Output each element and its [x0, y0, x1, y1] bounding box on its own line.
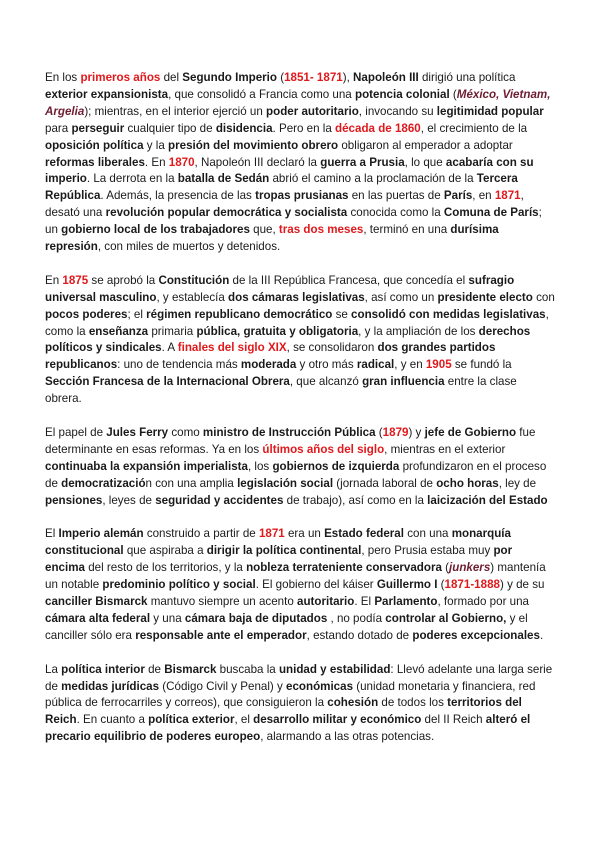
- emphasis-text: democratizació: [61, 476, 146, 490]
- emphasis-text: ocho horas: [436, 476, 499, 490]
- body-text: : Llevó adelante una larga serie de: [45, 662, 553, 693]
- paragraph-segundo-imperio: [45, 70, 555, 256]
- emphasis-text: poder autoritario: [266, 104, 359, 118]
- body-text: . En: [144, 155, 169, 169]
- emphasis-text: política interior: [61, 662, 145, 676]
- body-text: . A: [161, 341, 178, 355]
- emphasis-text: radical: [356, 358, 395, 372]
- emphasis-text: finales del siglo XIX: [177, 341, 287, 355]
- body-text: , desató una: [45, 189, 524, 220]
- emphasis-text: primeros años: [80, 71, 161, 84]
- body-text: (: [375, 426, 383, 439]
- body-text: como: [168, 426, 203, 439]
- emphasis-text: oposición política: [45, 138, 144, 152]
- emphasis-text: disidencia: [215, 121, 273, 135]
- body-text: ; el: [127, 307, 147, 321]
- emphasis-text: controlar al Gobierno,: [385, 611, 507, 625]
- body-text: de: [144, 662, 165, 676]
- emphasis-text: Constitución: [158, 273, 230, 287]
- emphasis-text: pocos poderes: [45, 307, 128, 321]
- emphasis-text: gran influencia: [362, 375, 445, 389]
- emphasis-text: Tercera República: [45, 172, 518, 203]
- body-text: , el: [234, 713, 254, 727]
- body-text: , pero Prusia estaba muy: [361, 544, 494, 558]
- body-text: ; un: [45, 206, 542, 237]
- emphasis-text: cámara baja de diputados: [184, 611, 328, 625]
- body-text: , y establecía: [156, 290, 229, 304]
- emphasis-text: legislación social: [237, 476, 334, 490]
- body-text: . El: [354, 595, 375, 609]
- emphasis-text: revolución popular democrática y socialista: [105, 206, 348, 220]
- body-text: mantuvo siempre un acento: [147, 595, 297, 609]
- body-text: era un: [284, 527, 325, 541]
- emphasis-text: monarquía constitucional: [45, 527, 511, 558]
- body-text: , alarmando a las otras potencias.: [260, 730, 435, 744]
- body-text: con: [532, 290, 555, 304]
- body-text: entre la clase obrera.: [45, 375, 517, 406]
- body-text: ) mantenía un notable: [45, 561, 546, 592]
- emphasis-text: tropas prusianas: [255, 189, 349, 203]
- emphasis-text: moderada: [240, 358, 297, 372]
- body-text: del: [160, 71, 183, 84]
- body-text: , en: [472, 189, 495, 203]
- emphasis-text: Bismarck: [164, 662, 217, 676]
- body-text: , que consolidó a Francia como una: [168, 87, 355, 101]
- paragraph-jules-ferry: [45, 425, 555, 510]
- emphasis-text: acabaría con su imperio: [45, 155, 534, 186]
- emphasis-text: dos grandes partidos republicanos: [45, 341, 496, 372]
- emphasis-text: desarrollo militar y económico: [253, 713, 422, 727]
- emphasis-text: Parlamento: [374, 595, 438, 609]
- body-text: ) y de su: [499, 578, 545, 592]
- body-text: y una: [150, 611, 185, 625]
- emphasis-text: económicas: [286, 679, 354, 693]
- body-text: , formado por una: [437, 595, 530, 609]
- body-text: , como la: [45, 307, 549, 338]
- emphasis-text: Napoleón III: [353, 71, 419, 84]
- body-text: . La derrota en la: [86, 172, 178, 186]
- emphasis-text: 1871: [258, 527, 285, 541]
- emphasis-text: seguridad y accidentes: [155, 493, 284, 507]
- body-text: (: [441, 561, 450, 575]
- emphasis-text: gobiernos de izquierda: [272, 459, 400, 473]
- body-text: , y en: [394, 358, 426, 372]
- emphasis-text: 1851- 1871: [284, 71, 343, 84]
- emphasis-text: legitimidad popular: [436, 104, 544, 118]
- body-text: cualquier tipo de: [124, 121, 216, 135]
- emphasis-text: reformas liberales: [45, 155, 145, 169]
- body-text: abrió el camino a la proclamación de la: [269, 172, 477, 186]
- emphasis-text: durísima represión: [45, 223, 499, 254]
- emphasis-text: régimen republicano democrático: [146, 307, 333, 321]
- body-text: , mientras en el exterior: [384, 442, 506, 456]
- body-text: ),: [342, 71, 354, 84]
- body-text: dirigió una política: [418, 71, 516, 84]
- emphasis-text: presidente electo: [437, 290, 533, 304]
- emphasis-text: responsable ante el emperador: [135, 628, 307, 642]
- body-text: y la: [143, 138, 169, 152]
- body-text: profundizaron en el proceso de: [45, 459, 547, 490]
- body-text: , y la ampliación de los: [358, 324, 479, 338]
- body-text: , así como un: [364, 290, 438, 304]
- emphasis-text: dirigir la política continental: [206, 544, 362, 558]
- body-text: , el crecimiento de la: [420, 121, 528, 135]
- emphasis-text: gobierno local de los trabajadores: [61, 223, 250, 237]
- emphasis-text: territorios del Reich: [45, 696, 522, 727]
- emphasis-text: predominio político y social: [102, 578, 256, 592]
- emphasis-text: cohesión: [327, 696, 379, 710]
- emphasis-text: París: [443, 189, 473, 203]
- body-text: de la III República Francesa, que concedía el: [229, 273, 469, 287]
- body-text: La: [45, 662, 62, 676]
- emphasis-text: pensiones: [45, 493, 103, 507]
- body-text: de todos los: [378, 696, 448, 710]
- emphasis-text: 1879: [382, 426, 409, 439]
- emphasis-text: laicización del Estado: [427, 493, 548, 507]
- body-text: construido a partir de: [143, 527, 259, 541]
- body-text: fue determinante en esas reformas. Ya en los: [45, 426, 536, 456]
- body-text: de trabajo), así como en la: [283, 493, 428, 507]
- emphasis-text: década de 1860: [335, 121, 421, 135]
- body-text: . En cuanto a: [76, 713, 149, 727]
- emphasis-text: exterior expansionista: [45, 87, 169, 101]
- body-text: del II Reich: [421, 713, 486, 727]
- body-text: y otro más: [296, 358, 357, 372]
- emphasis-text: presión del movimiento obrero: [168, 138, 339, 152]
- body-text: , terminó en una: [363, 223, 451, 237]
- body-text: conocida como la: [347, 206, 444, 220]
- body-text: . Además, la presencia de las: [100, 189, 256, 203]
- body-text: , que alcanzó: [289, 375, 363, 389]
- emphasis-text: autoritario: [297, 595, 355, 609]
- body-text: , se consolidaron: [286, 341, 378, 355]
- body-text: , lo que: [404, 155, 446, 169]
- emphasis-text: pública, gratuita y obligatoria: [196, 324, 359, 338]
- body-text: del resto de los territorios, y la: [84, 561, 247, 575]
- emphasis-text: ministro de Instrucción Pública: [202, 426, 376, 439]
- body-text: con una: [403, 527, 452, 541]
- emphasis-text: jefe de Gobierno: [424, 426, 517, 439]
- body-text: se fundó la: [451, 358, 512, 372]
- body-text: (: [449, 87, 457, 101]
- body-text: buscaba la: [216, 662, 279, 676]
- emphasis-text: canciller Bismarck: [45, 595, 148, 609]
- body-text: obligaron al emperador a adoptar: [338, 138, 513, 152]
- emphasis-text: medidas jurídicas: [61, 679, 160, 693]
- body-text: ) y: [408, 426, 425, 439]
- body-text: en las puertas de: [348, 189, 444, 203]
- body-text: El papel de: [45, 426, 107, 439]
- body-text: , con miles de muertos y detenidos.: [97, 240, 281, 254]
- body-text: El: [45, 527, 59, 541]
- body-text: En: [45, 273, 63, 287]
- body-text: (: [437, 578, 445, 592]
- emphasis-text: potencia colonial: [354, 87, 450, 101]
- body-text: , invocando su: [358, 104, 437, 118]
- document-body: [45, 70, 555, 763]
- body-text: , estando dotado de: [306, 628, 413, 642]
- emphasis-text: 1871-1888: [444, 578, 500, 592]
- emphasis-text: Estado federal: [324, 527, 404, 541]
- emphasis-text: guerra a Prusia: [320, 155, 405, 169]
- emphasis-text: Imperio alemán: [58, 527, 144, 541]
- emphasis-text: derechos políticos y sindicales: [45, 324, 531, 355]
- emphasis-text: 1875: [62, 273, 89, 287]
- emphasis-text: México, Vietnam, Argelia: [45, 87, 551, 118]
- emphasis-text: 1871: [494, 189, 521, 203]
- emphasis-text: alteró el precario equilibrio de poderes europeo: [45, 713, 531, 744]
- body-text: En los: [45, 71, 81, 84]
- emphasis-text: batalla de Sedán: [177, 172, 270, 186]
- emphasis-text: 1905: [425, 358, 452, 372]
- emphasis-text: por encima: [45, 544, 513, 575]
- emphasis-text: Segundo Imperio: [182, 71, 277, 84]
- emphasis-text: 1870: [168, 155, 195, 169]
- body-text: .: [539, 628, 544, 642]
- body-text: ); mientras, en el interior ejerció un: [84, 104, 267, 118]
- emphasis-text: Comuna de París: [443, 206, 539, 220]
- emphasis-text: poderes excepcionales: [412, 628, 540, 642]
- emphasis-text: continuaba la expansión imperialista: [45, 459, 248, 473]
- emphasis-text: junkers: [449, 561, 491, 575]
- emphasis-text: consolidó con medidas legislativas: [351, 307, 546, 321]
- emphasis-text: dos cámaras legislativas: [228, 290, 365, 304]
- body-text: (jornada laboral de: [333, 476, 437, 490]
- emphasis-text: política exterior: [148, 713, 235, 727]
- body-text: , Napoleón III declaró la: [194, 155, 321, 169]
- body-text: se: [332, 307, 352, 321]
- emphasis-text: Sección Francesa de la Internacional Obrera: [45, 375, 290, 389]
- body-text: (: [276, 71, 285, 84]
- emphasis-text: nobleza terrateniente conservadora: [246, 561, 442, 575]
- emphasis-text: Jules Ferry: [106, 426, 169, 439]
- emphasis-text: cámara alta federal: [45, 611, 151, 625]
- paragraph-constitucion-1875: [45, 273, 555, 408]
- body-text: . El gobierno del káiser: [255, 578, 377, 592]
- body-text: para: [45, 121, 72, 135]
- body-text: que,: [249, 223, 279, 237]
- body-text: . Pero en la: [272, 121, 336, 135]
- body-text: n con una amplia: [145, 476, 238, 490]
- body-text: , leyes de: [102, 493, 156, 507]
- body-text: : uno de tendencia más: [117, 358, 241, 372]
- paragraph-imperio-aleman: [45, 526, 555, 644]
- emphasis-text: enseñanza: [88, 324, 149, 338]
- body-text: , no podía: [327, 611, 386, 625]
- body-text: , los: [247, 459, 273, 473]
- body-text: se aprobó la: [88, 273, 159, 287]
- body-text: (unidad monetaria y financiera, red pública de ferrocarriles y correos), que consiguieron la: [45, 679, 536, 710]
- emphasis-text: sufragio universal masculino: [45, 273, 515, 304]
- body-text: (Código Civil y Penal) y: [159, 679, 287, 693]
- body-text: primaria: [148, 324, 197, 338]
- emphasis-text: Guillermo I: [376, 578, 438, 592]
- emphasis-text: últimos años del siglo: [262, 442, 385, 456]
- emphasis-text: unidad y estabilidad: [278, 662, 391, 676]
- body-text: , ley de: [498, 476, 537, 490]
- paragraph-politica-bismarck: [45, 662, 555, 747]
- emphasis-text: perseguir: [71, 121, 125, 135]
- body-text: y el canciller sólo era: [45, 611, 528, 642]
- body-text: que aspiraba a: [123, 544, 207, 558]
- emphasis-text: tras dos meses: [278, 223, 364, 237]
